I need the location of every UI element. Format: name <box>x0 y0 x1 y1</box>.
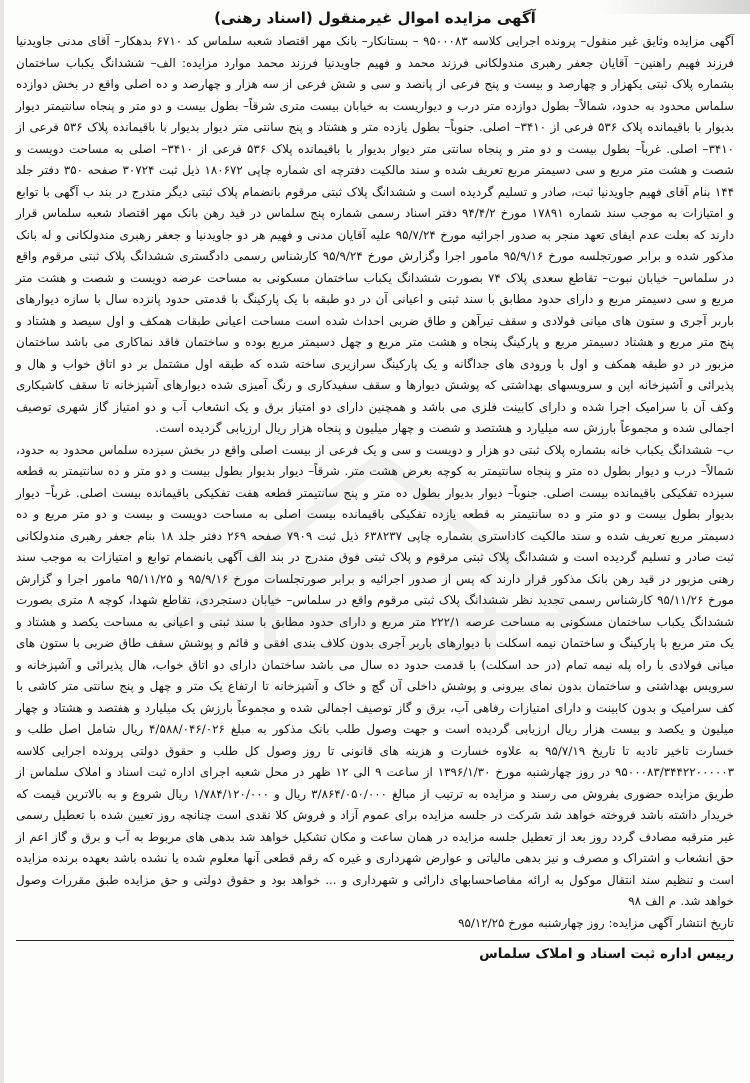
publication-date: تاریخ انتشار آگهی مزایده: روز چهارشنبه مورخ ۹۵/۱۲/۲۵ <box>458 915 734 930</box>
signature-line: رییس اداره ثبت اسناد و املاک سلماس <box>479 946 734 962</box>
top-corner-scan-artifact <box>600 0 750 14</box>
signature-divider <box>16 940 734 941</box>
notice-paragraph-a: آگهی مزایده وثایق غیر منقول– پرونده اجرایی کلاسه ۹۵۰۰۰۸۳ – بستانکار– بانک مهر اقتصاد شعبه سلماس کد ۶۷۱۰ بدهکار– آقای مدنی جاویدنیا فرزند فهیم راهنین– آقایان جعفر رهبری مندولکانی فرزند محمد و فهیم جاویدنیا فرزند محمد موارد مزایده: الف– ششدانگ یکباب ساختمان بشماره پلاک ثبتی یکهزار و چهارصد و بیست و پنج فرعی از پانصد و سی و شش فرعی از سه هزار و چهارصد و ده اصلی واقع در بخش دوازده سلماس محدود به حدود، شمالاً– بطول دوازده متر درب و دیواریست به خیابان بیست متری شرقاً– بطول بیست و دو متر و پنجاه سانتیمتر دیوار بدیوار با باقیمانده پلاک ۵۳۶ فرعی از ۳۴۱۰– اصلی. جنوباً– بطول یازده متر و هشتاد و پنج سانتی متر دیوار بدیوار با باقیمانده پلاک ۵۳۶ فرعی از ۳۴۱۰– اصلی. غرباً– بطول بیست و دو متر و پنجاه سانتی متر دیوار بدیوار با باقیمانده پلاک ۵۳۶ فرعی از ۳۴۱۰– اصلی به مساحت دویست و شصت و هشت متر مربع و سی دسیمتر مربع تعریف شده و سند مالکیت دفترچه ای شماره چاپی ۱۸۰۶۷۲ ذیل ثبت ۳۰۷۲۴ صفحه ۳۵۰ دفتر جلد ۱۴۴ بنام آقای فهیم جاویدنیا ثبت، صادر و تسلیم گردیده است و ششدانگ پلاک ثبتی مرقوم بانضمام پلاک ثبتی دیگر مندرج در بند ب آگهی با توابع و امتیازات به موجب سند شماره ۱۷۸۹۱ مورخ ۹۴/۴/۲ دفتر اسناد رسمی شماره پنج سلماس در قید رهن بانک مهر اقتصاد شعبه سلماس قرار دارند که بعلت عدم ایفای تعهد منجر به صدور اجرائیه مورخ ۹۵/۷/۲۴ علیه آقایان مدنی و فهیم هر دو جاویدنیا و جعفر رهبری مندولکانی و له بانک مذکور شده و برابر صورتجلسه مورخ ۹۵/۹/۱۶ مامور اجرا وگزارش مورخ ۹۵/۹/۲۴ کارشناس رسمی دادگستری ششدانگ پلاک ثبتی مرقوم واقع در سلماس– خیابان نبوت– تقاطع سعدی پلاک ۷۴ بصورت ششدانگ یکباب ساختمان مسکونی به مساحت عرصه دویست و شصت و هشت متر مربع و سی دسیمتر مربع و دارای حدود مطابق با سند ثبتی و اعیانی آن در دو طبقه با یک پارکینگ با قدمتی حدود پانزده سال با سازه دیوارهای باربر آجری و ستون های میانی فولادی و سقف تیرآهن و طاق ضربی احداث شده است مساحت اعیانی طبقات همکف و اول سیصد و هشتاد و پنج متر مربع و هشتاد دسیمتر مربع و پارکینگ پنجاه و هشت متر مربع و چهل دسیمتر مربع بوده و ساختمان فاقد نماکاری می باشد ساختمان مزبور در دو طبقه همکف و اول با ورودی های جداگانه و یک پارکینگ سرازیری ساخته شده که طبقه اول مشتمل بر دو اتاق خواب و هال و پذیرائی و آشپزخانه اپن و سرویسهای بهداشتی که پوشش دیوارها و سقف سفیدکاری و رنگ آمیزی شده دیوارهای آشپزخانه تا سقف کاشیکاری وکف آن با سرامیک اجرا شده و دارای کابینت فلزی می باشد و همچنین دارای دو امتیاز برق و یک انشعاب آب و دو امتیاز گاز شهری توصیف اجمالی شده و مجموعاً بارزش سه میلیارد و هشتصد و شصت و چهار میلیون و پنجاه هزار ریال ارزیابی گردیده است. <box>16 34 735 435</box>
notice-paragraph-b: ب– ششدانگ یکباب خانه بشماره پلاک ثبتی دو هزار و دویست و سی و یک فرعی از بیست اصلی واقع در بخش سیزده سلماس محدود به حدود، شمالاً– درب و دیوار بطول ده متر و پنجاه سانتیمتر به کوچه بعرض هشت متر. شرقاً– دیوار بدیوار بطول بیست و دو متر و ده سانتیمتر به قطعه سیزده تفکیکی باقیمانده بیست اصلی. جنوباً– دیوار بدیوار بطول ده متر و پنج سانتیمتر قطعه هفت تفکیکی باقیمانده بیست اصلی. غرباً– دیوار بدیوار بطول بیست و دو متر و ده سانتیمتر به قطعه یازده تفکیکی باقیمانده بیست اصلی به مساحت دویست و بیست و دو متر مربع و ده دسیمتر مربع تعریف شده و سند مالکیت کاداستری بشماره چاپی ۶۳۸۲۳۷ ذیل ثبت ۷۹۰۹ صفحه ۲۶۹ دفتر جلد ۱۸ بنام جعفر رهبری مندولکانی ثبت صادر و تسلیم گردیده است و ششدانگ پلاک ثبتی مرقوم و پلاک ثبتی فوق مندرج در بند الف آگهی بانضمام توابع و امتیازات به موجب سند رهنی مزبور در قید رهن بانک مذکور قرار دارند که پس از صدور اجرائیه و برابر صورتجلسات مورخ ۹۵/۹/۱۶ و ۹۵/۱۱/۲۵ مامور اجرا و گزارش مورخ ۹۵/۱۱/۲۶ کارشناس رسمی تجدید نظر ششدانگ پلاک ثبتی مرقوم واقع در سلماس– خیابان دستجردی، تقاطع شهدا، کوچه ۸ متری بصورت ششدانگ یکباب ساختمان مسکونی به مساحت عرصه ۲۲۲/۱ متر مربع و دارای حدود مطابق با سند ثبتی و اعیانی به مساحت یکصد و هشتاد و یک متر مربع با پارکینگ و ساختمان نیمه اسکلت با دیوارهای باربر آجری بدون کلاف بندی افقی و قائم و پوشش سقف طاق ضربی با ستون های میانی فولادی با راه پله نیمه تمام (در حد اسکلت) با قدمت حدود ده سال می باشد ساختمان دارای دو اتاق خواب، هال پذیرائی و آشپزخانه و سرویس بهداشتی و ساختمان بدون نمای بیرونی و پوشش داخلی آن گچ و خاک و آشپزخانه تا ارتفاع یک متر و چهل و پنج سانتی متر کاشی با کف سرامیک و بدون کابینت و دارای امتیازات رفاهی آب، برق و گاز توصیف اجمالی شده و مجموعاً بارزش یک میلیارد و هفتصد و هشتاد و چهار میلیون و یکصد و بیست هزار ریال ارزیابی گردیده است و جهت وصول طلب بانک مذکور به مبلغ ۴/۵۸۸/۰۴۶/۰۲۶ ریال شامل اصل طلب و خسارت تاخیر تادیه تا تاریخ ۹۵/۷/۱۹ به علاوه خسارت و هزینه های قانونی تا روز وصول کل طلب و حقوق دولتی پرونده اجرایی کلاسه ۹۵۰۰۰۸۳/۳۴۴۲۲۰۰۰۰۰۳ در روز چهارشنبه مورخ ۱۳۹۶/۱/۳۰ از ساعت ۹ الی ۱۲ ظهر در محل شعبه اجرای اداره ثبت اسناد و املاک سلماس از طریق مزایده حضوری بفروش می رسند و مزایده به ترتیب از مبالغ ۳/۸۶۴/۰۵۰/۰۰۰ ریال و ۱/۷۸۴/۱۲۰/۰۰۰ ریال شروع و به بالاترین قیمت که خریدار داشته باشد فروخته خواهد شد شرکت در جلسه مزایده برای عموم آزاد و فروش کلا نقدی است چنانچه روز تعیین شده با تعطیل رسمی غیر مترقبه مصادف گردد روز بعد از تعطیل جلسه مزایده در همان ساعت و مکان تشکیل خواهد شد بدهی های مربوط به آب و برق و گاز اعم از حق انشعاب و اشتراک و مصرف و نیز بدهی مالیاتی و عوارض شهرداری و غیره که رقم قطعی آنها معلوم شده یا نشده باشد بعهده برنده مزایده است و تنظیم سند انتقال موکول به ارائه مفاصاحسابهای دارائی و شهرداری و ... خواهد بود و حقوق دولتی و حق مزایده طبق مقررات وصول خواهد شد. م الف ۹۸ <box>16 442 735 908</box>
notice-body <box>16 31 734 913</box>
notice-title: آگهی مزایده اموال غیرمنقول (اسناد رهنی) <box>214 9 536 27</box>
